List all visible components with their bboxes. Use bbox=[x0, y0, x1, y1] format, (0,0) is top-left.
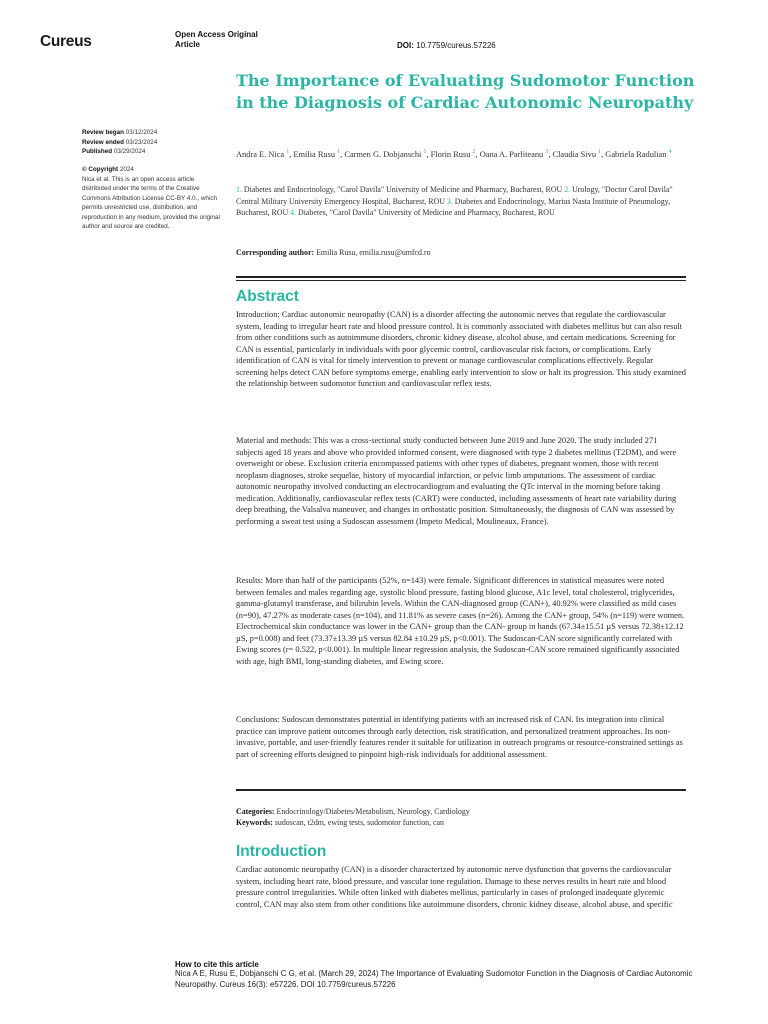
cite-text: Nica A E, Rusu E, Dobjanschi C G, et al. (March 29, 2024) The Importance of Evaluating Sudomotor Function in the Diagnosis of Cardiac Autonomic Neuropathy. Cureus 16(3): e57226. DOI 10.7759/cureus.57226 bbox=[175, 969, 693, 989]
article-type-line2: Article bbox=[175, 40, 200, 49]
article-type-line1: Open Access Original bbox=[175, 30, 258, 39]
doi-value[interactable]: 10.7759/cureus.57226 bbox=[416, 41, 496, 50]
author-affiliation-number: 3 bbox=[545, 149, 549, 155]
abstract-conclusions: Conclusions: Sudoscan demonstrates potential in identifying patients with an increased risk of CAN. Its integration into clinical practice can improve patient outcomes through early detection, risk stratification, and personalized treatment approaches. Its non-invasive, portable, and user-friendly features render it suitable for utilization in outreach programs or resource-constrained settings as part of screening efforts designed to pinpoint high-risk individuals for additional assessment. bbox=[236, 715, 683, 759]
affiliation-number: 2. bbox=[564, 185, 573, 194]
cureus-logo[interactable] bbox=[40, 33, 92, 51]
author-name[interactable]: Oana A. Parliteanu bbox=[479, 149, 546, 159]
affiliations bbox=[236, 184, 688, 219]
review-ended-label: Review ended bbox=[82, 138, 124, 146]
review-began-value: 03/12/2024 bbox=[125, 129, 158, 136]
copyright-label: © Copyright bbox=[82, 166, 119, 173]
categories-label: Categories: bbox=[236, 807, 275, 816]
review-began-label: Review began bbox=[82, 129, 124, 136]
affiliation-number: 4. bbox=[290, 208, 299, 217]
copyright bbox=[82, 165, 222, 175]
abstract-results: Results: More than half of the participants (52%, n=143) were female. Significant differences in statistical measures were noted between females and males regarding age, systolic blood pressure, fasting blood glucose, A1c level, total cholesterol, triglycerides, gamma-glutamyl transferase, and bilirubin levels. Within the CAN-diagnosed group (CAN+), 40.92% were classified as mild cases (n=90), 47.27% as moderate cases (n=104), and 11.81% as severe cases (n=26). Among the CAN+ group, 54% (n=119) were women. Electrochemical skin conductance was lower in the CAN+ group than the CAN- group in hands (67.34±15.51 µS versus 72.38±12.12 µS, p=0.008) and feet (73.37±13.39 µS versus 82.84 ±10.29 µS, p<0.001). The Sudoscan-CAN score significantly correlated with Ewing scores (r= 0.522, p<0.001). In multiple linear regression analysis, the Sudoscan-CAN score remained significantly associated with age, high BMI, long-standing diabetes, and Ewing score. bbox=[236, 576, 685, 666]
categories bbox=[236, 806, 470, 817]
review-ended-value: 03/23/2024 bbox=[125, 138, 158, 146]
published bbox=[82, 147, 157, 157]
published-label: Published bbox=[82, 148, 113, 155]
copyright-block bbox=[82, 165, 222, 232]
keywords-text: sudoscan, t2dm, ewing tests, sudomotor function, can bbox=[274, 818, 444, 827]
author-name[interactable]: Gabriela Radulian bbox=[605, 149, 669, 159]
review-began bbox=[82, 128, 157, 138]
author-affiliation-number: 1 bbox=[286, 149, 290, 155]
affiliation-text: Diabetes and Endocrinology, "Carol Davila" University of Medicine and Pharmacy, Bucharest, ROU bbox=[243, 185, 565, 194]
review-ended bbox=[82, 138, 157, 148]
introduction-paragraph: Cardiac autonomic neuropathy (CAN) is a disorder characterized by autonomic nerve dysfunction that governs the cardiovascular system, including heart rate, blood pressure, and vascular tone regulation. Damage to these nerves results in heart rate and blood pressure control irregularities. While often linked with diabetes mellitus, particularly in cases of prolonged inadequate glycemic control, CAN may also stem from other conditions like autoimmune disorders, chronic kidney disease, alcohol abuse, and specific bbox=[236, 865, 673, 909]
abstract-methods: Material and methods: This was a cross-sectional study conducted between June 2019 and June 2020. The study included 271 subjects aged 18 years and above who provided informed consent, were diagnosed with type 2 diabetes mellitus (T2DM), and were overweight or obese. Exclusion criteria encompassed patients with other types of diabetes, pregnant women, those with recent neoplasm diagnoses, stroke sequelae, history of myocardial infarction, or pelvic limb amputations. The assessment of cardiac autonomic neuropathy involved conducting an electrocardiogram and evaluating the QTc interval in the morning before taking medication. Additionally, cardiovascular reflex tests (CART) were conducted, including assessments of heart rate variability during deep breathing, the Valsalva maneuver, and changes in orthostatic position. Simultaneously, the diagnosis of CAN was assessed by performing a sweat test using a Sudoscan assessment (Impeto Medical, Moulineaux, France). bbox=[236, 436, 677, 526]
author-affiliation-number: 2 bbox=[472, 149, 476, 155]
abstract-introduction: Introduction: Cardiac autonomic neuropathy (CAN) is a disorder affecting the autonomic nerves that regulate the cardiovascular system, leading to irregular heart rate and blood pressure control. It is commonly associated with diabetes mellitus but can also result from other conditions such as autoimmune disorders, chronic kidney disease, alcohol abuse, and certain medications. Screening for CAN is essential, particularly in individuals with poor glycemic control, cardiovascular risk factors, or complications. Early identification of CAN is vital for timely intervention to prevent or manage cardiovascular complications effectively. Regular screening helps detect CAN before symptoms emerge, enabling early intervention to slow or halt its progression. This study examined the relationship between sudomotor function and cardiovascular reflex tests. bbox=[236, 310, 686, 389]
doi bbox=[397, 41, 496, 50]
divider bbox=[236, 789, 686, 791]
author-name[interactable]: Carmen G. Dobjanschi bbox=[344, 149, 424, 159]
author-list: Andra E. Nica $^1$, Emilia Rusu $^1$, Carmen G. Dobjanschi $^1$, Florin Rusu $^2$, Oana A. Parliteanu $^3$, Claudia Sivu $^1$, Gabriela Radulian $^4$ bbox=[236, 149, 672, 159]
abstract-heading: Abstract bbox=[236, 288, 299, 305]
affiliation-text: Diabetes and Endocrinology, Marius Nasta Institute of Pneumology, Bucharest, ROU bbox=[236, 196, 671, 217]
author-name[interactable]: Claudia Sivu bbox=[552, 149, 599, 159]
affiliation-text: Urology, "Doctor Carol Davila" Central Military University Emergency Hospital, Bucharest, ROU bbox=[236, 185, 673, 206]
categories-text: Endocrinology/Diabetes/Metabolism, Neurology, Cardiology bbox=[276, 807, 470, 816]
corresponding-label: Corresponding author: bbox=[236, 248, 315, 257]
corresponding-author bbox=[236, 248, 431, 257]
corresponding-text[interactable]: Emilia Rusu, emilia.rusu@umfcd.ro bbox=[316, 248, 431, 257]
author-name[interactable]: Andra E. Nica bbox=[236, 149, 287, 159]
introduction-heading: Introduction bbox=[236, 843, 327, 860]
article-type bbox=[175, 30, 258, 50]
affiliation-number: 1. bbox=[236, 185, 244, 194]
published-value: 03/29/2024 bbox=[113, 148, 146, 155]
copyright-year: 2024 bbox=[119, 166, 134, 173]
license-text: Nica et al. This is an open access article distributed under the terms of the Creative Commons Attribution License CC-BY 4.0., which permits unrestricted use, distribution, and reproduction in any medium, provided the original author and source are credited. bbox=[82, 175, 220, 230]
affiliation-text: Diabetes, "Carol Davila" University of Medicine and Pharmacy, Bucharest, ROU bbox=[298, 208, 555, 217]
author-name[interactable]: Emilia Rusu bbox=[293, 149, 338, 159]
review-dates bbox=[82, 128, 157, 157]
author-name[interactable]: Florin Rusu bbox=[430, 149, 473, 159]
author-affiliation-number: 1 bbox=[337, 149, 341, 155]
cite-heading: How to cite this article bbox=[175, 960, 259, 969]
affiliation-number: 3. bbox=[446, 196, 455, 206]
doi-label: DOI: bbox=[397, 41, 414, 50]
divider bbox=[236, 280, 686, 281]
author-affiliation-number: 1 bbox=[423, 149, 427, 155]
divider bbox=[236, 276, 686, 278]
author-affiliation-number: 4 bbox=[668, 149, 672, 155]
author-affiliation-number: 1 bbox=[598, 149, 602, 155]
cureus-logo-text: Cureus bbox=[40, 33, 92, 50]
keywords-label: Keywords: bbox=[236, 818, 273, 827]
keywords bbox=[236, 817, 444, 828]
article-title: The Importance of Evaluating Sudomotor Function in the Diagnosis of Cardiac Autonomic Neuropathy bbox=[236, 71, 695, 112]
